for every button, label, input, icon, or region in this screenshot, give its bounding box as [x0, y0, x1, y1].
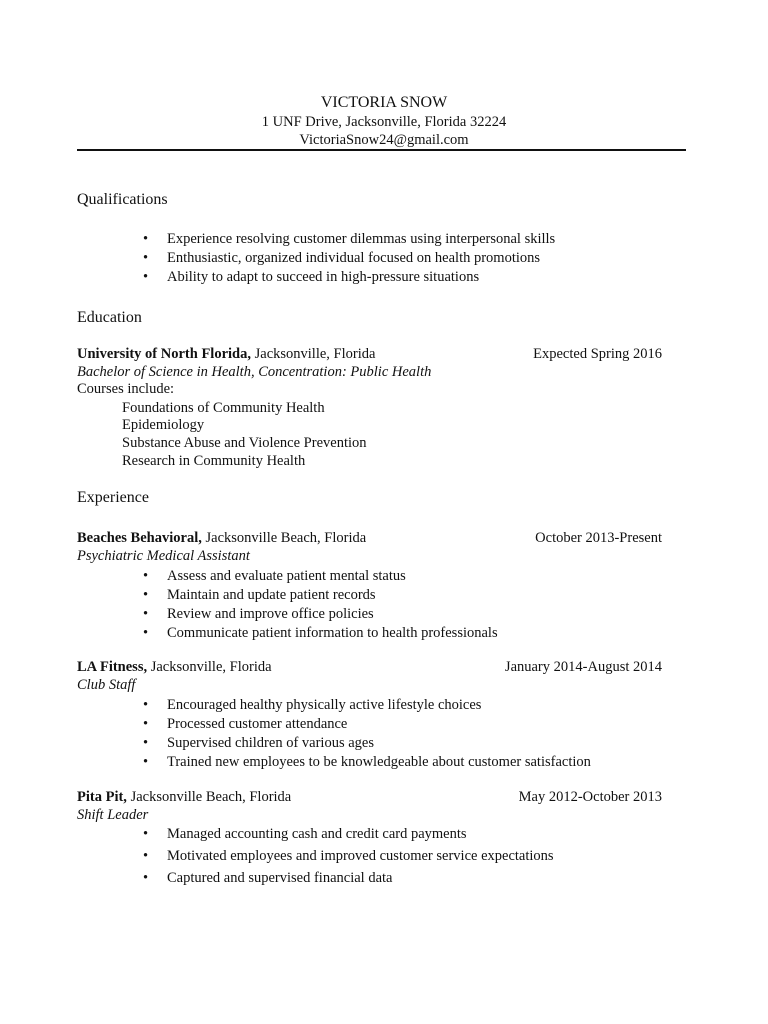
job-header: [77, 660, 272, 675]
course-item: Substance Abuse and Violence Prevention: [122, 435, 367, 451]
education-entry-header: [77, 347, 375, 362]
list-item: • Encouraged healthy physically active lifestyle choices: [143, 698, 591, 717]
list-item: • Enthusiastic, organized individual focused on health promotions: [143, 251, 555, 270]
list-item: • Maintain and update patient records: [143, 588, 498, 607]
list-item: • Assess and evaluate patient mental status: [143, 569, 498, 588]
employer-name: LA Fitness,: [77, 659, 148, 675]
address: 1 UNF Drive, Jacksonville, Florida 32224: [261, 114, 507, 130]
employer-location: Jacksonville Beach, Florida: [201, 530, 367, 546]
list-item: • Processed customer attendance: [143, 717, 591, 736]
course-item: Epidemiology: [122, 417, 205, 433]
qualifications-list: [143, 232, 555, 289]
job-title: Psychiatric Medical Assistant: [77, 548, 250, 564]
job-date: May 2012-October 2013: [518, 789, 662, 805]
email: VictoriaSnow24@gmail.com: [299, 132, 469, 148]
experience-heading: Experience: [77, 489, 149, 506]
job-duties-list: [143, 569, 498, 645]
job-title: Shift Leader: [77, 807, 149, 823]
header-divider: [77, 149, 686, 151]
job-header: [77, 531, 366, 546]
list-item: • Experience resolving customer dilemmas using interpersonal skills: [143, 232, 555, 251]
list-item: • Ability to adapt to succeed in high-pressure situations: [143, 270, 555, 289]
degree: Bachelor of Science in Health, Concentration: Public Health: [77, 364, 432, 380]
education-heading: Education: [77, 309, 142, 326]
employer-name: Pita Pit,: [77, 789, 127, 805]
list-item: • Communicate patient information to health professionals: [143, 626, 498, 645]
job-duties-list: [143, 698, 591, 774]
employer-location: Jacksonville Beach, Florida: [126, 789, 292, 805]
job-date: October 2013-Present: [535, 530, 662, 546]
list-item: • Captured and supervised financial data: [143, 871, 554, 893]
list-item: • Review and improve office policies: [143, 607, 498, 626]
employer-name: Beaches Behavioral,: [77, 530, 202, 546]
job-title: Club Staff: [77, 677, 136, 693]
course-item: Research in Community Health: [122, 453, 306, 469]
courses-label: Courses include:: [77, 381, 175, 397]
list-item: • Managed accounting cash and credit card payments: [143, 827, 554, 849]
job-date: January 2014-August 2014: [504, 659, 662, 675]
list-item: • Trained new employees to be knowledgeable about customer satisfaction: [143, 755, 591, 774]
job-duties-list: [143, 827, 554, 893]
job-header: [77, 790, 291, 805]
list-item: • Supervised children of various ages: [143, 736, 591, 755]
resume-name: VICTORIA SNOW: [320, 94, 448, 111]
course-item: Foundations of Community Health: [122, 400, 325, 416]
employer-location: Jacksonville, Florida: [147, 659, 272, 675]
school-location: Jacksonville, Florida: [250, 346, 376, 362]
school-name: University of North Florida,: [77, 346, 251, 362]
list-item: • Motivated employees and improved customer service expectations: [143, 849, 554, 871]
qualifications-heading: Qualifications: [77, 191, 168, 208]
education-date: Expected Spring 2016: [533, 346, 662, 362]
